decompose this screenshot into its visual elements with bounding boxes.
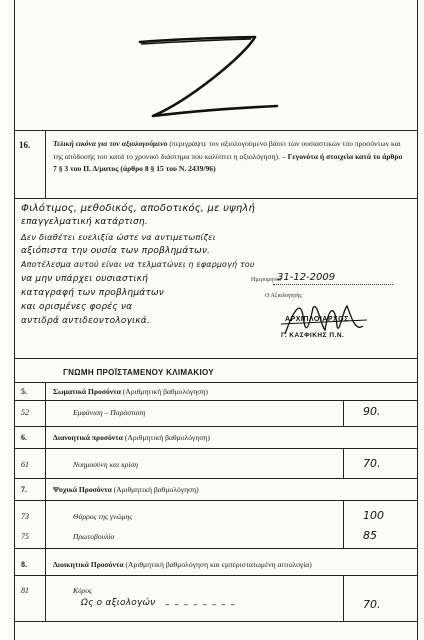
section-16-description: (περιγράψτε τον αξιολογούμενο βάσει των ουσιαστικών του προσόντων και της απόδοσής του κατά το χρονικό διάστημα που καλύπτει η αξιολόγηση). – bbox=[53, 139, 401, 161]
row-divider bbox=[15, 426, 417, 427]
handwritten-line: αντιδρά αντιδεοντολογικά. bbox=[21, 316, 150, 326]
section-16-number: 16. bbox=[19, 140, 31, 150]
row-divider bbox=[15, 500, 417, 501]
row-divider bbox=[15, 548, 417, 549]
row-divider bbox=[15, 400, 417, 401]
item-score: 100 bbox=[363, 509, 384, 522]
item-label: Πρωτοβουλία bbox=[73, 532, 115, 541]
supervisor-opinion-title: ΓΝΩΜΗ ΠΡΟΪΣΤΑΜΕΝΟΥ ΚΛΙΜΑΚΙΟΥ bbox=[63, 368, 214, 377]
category-note: (Αριθμητική βαθμολόγηση) bbox=[113, 485, 199, 494]
item-code: 75 bbox=[21, 532, 29, 541]
item-handwritten-note: Ως ο αξιολογών bbox=[81, 598, 156, 608]
category-name: Σωματικά Προσόντα bbox=[53, 387, 121, 396]
stamp-name: Γ. ΚΑΣΦΙΚΗΣ Π.Ν. bbox=[281, 332, 345, 339]
handwritten-line: Δεν διαθέτει ευελιξία ώστε να αντιμετωπίζει bbox=[21, 232, 216, 242]
z-crossout-mark bbox=[15, 0, 417, 130]
number-column-divider bbox=[45, 382, 46, 621]
item-code: 61 bbox=[21, 460, 29, 469]
date-underline bbox=[273, 284, 393, 285]
handwritten-line: επαγγελματική κατάρτιση. bbox=[21, 217, 148, 227]
section-divider bbox=[15, 382, 417, 383]
section-16-legal-reference: Γεγονότα ή στοιχεία κατά το άρθρο 7 § 3 του Π. Δ/ματος (άρθρο 8 § 15 του Ν. 2439/96) bbox=[53, 151, 403, 173]
item-code: 81 bbox=[21, 586, 29, 595]
score-column-divider bbox=[343, 448, 344, 478]
category-name: Διοικητικά Προσόντα bbox=[53, 560, 124, 569]
item-label: Νοημοσύνη και κρίση bbox=[73, 460, 139, 469]
category-title bbox=[53, 433, 210, 442]
handwritten-line: να μην υπάρχει ουσιαστική bbox=[21, 274, 149, 284]
handwritten-line: Αποτέλεσμα αυτού είναι να τελματώνει η εφαρμογή του bbox=[21, 260, 255, 269]
item-score: 85 bbox=[363, 529, 377, 542]
category-note: (Αριθμητική βαθμολόγηση) bbox=[122, 387, 208, 396]
stamp-rank: ΑΡΧΙΠΛΟΙΑΡΧΟΣ bbox=[285, 316, 349, 323]
category-number: 8. bbox=[21, 560, 27, 569]
item-code: 73 bbox=[21, 512, 29, 521]
category-note: (Αριθμητική βαθμολόγηση και εμπεριστατωμένη αιτιολογία) bbox=[125, 560, 312, 569]
evaluator-label: Ο Αξιολογητής bbox=[265, 293, 302, 299]
category-number: 7. bbox=[21, 485, 27, 494]
handwritten-line: Φιλότιμος, μεθοδικός, αποδοτικός, με υψηλή bbox=[21, 203, 256, 214]
score-column-divider bbox=[343, 400, 344, 426]
category-name: Ψυχικά Προσόντα bbox=[53, 485, 112, 494]
category-number: 6. bbox=[21, 433, 27, 442]
category-name: Διανοητικά προσόντα bbox=[53, 433, 123, 442]
category-title bbox=[53, 387, 208, 396]
section-divider bbox=[15, 358, 417, 359]
row-divider bbox=[15, 621, 417, 622]
item-score: 70. bbox=[363, 598, 381, 611]
section-16-heading: Τελική εικόνα για τον αξιολογούμενο bbox=[53, 139, 168, 148]
category-number: 5. bbox=[21, 387, 27, 396]
date-label: Ημερομηνία bbox=[251, 277, 281, 283]
score-column-divider bbox=[343, 575, 344, 621]
category-title bbox=[53, 485, 199, 494]
section-divider bbox=[15, 130, 417, 131]
dotted-leader: – – – – – – – – bbox=[165, 600, 237, 610]
section-divider bbox=[15, 198, 417, 199]
item-label: Εμφάνιση – Παράσταση bbox=[73, 408, 146, 417]
evaluation-form-page bbox=[14, 0, 418, 640]
category-title bbox=[53, 560, 312, 569]
handwritten-line: αξιόπιστα την ουσία των προβλημάτων. bbox=[21, 246, 211, 256]
row-divider bbox=[15, 575, 417, 576]
category-note: (Αριθμητική βαθμολόγηση) bbox=[124, 433, 210, 442]
item-score: 90. bbox=[363, 405, 381, 418]
score-column-divider bbox=[343, 500, 344, 548]
row-divider bbox=[15, 448, 417, 449]
number-column-divider bbox=[45, 130, 46, 198]
item-label: Θάρρος της γνώμης bbox=[73, 512, 133, 521]
row-divider bbox=[15, 478, 417, 479]
handwritten-line: καταγραφή των προβλημάτων bbox=[21, 288, 164, 298]
item-score: 70. bbox=[363, 457, 381, 470]
section-16-text bbox=[53, 138, 405, 176]
item-label: Κύρος bbox=[73, 586, 93, 595]
date-value: 31-12-2009 bbox=[277, 272, 336, 283]
item-code: 52 bbox=[21, 408, 29, 417]
handwritten-line: και ορισμένες φορές να bbox=[21, 302, 133, 312]
